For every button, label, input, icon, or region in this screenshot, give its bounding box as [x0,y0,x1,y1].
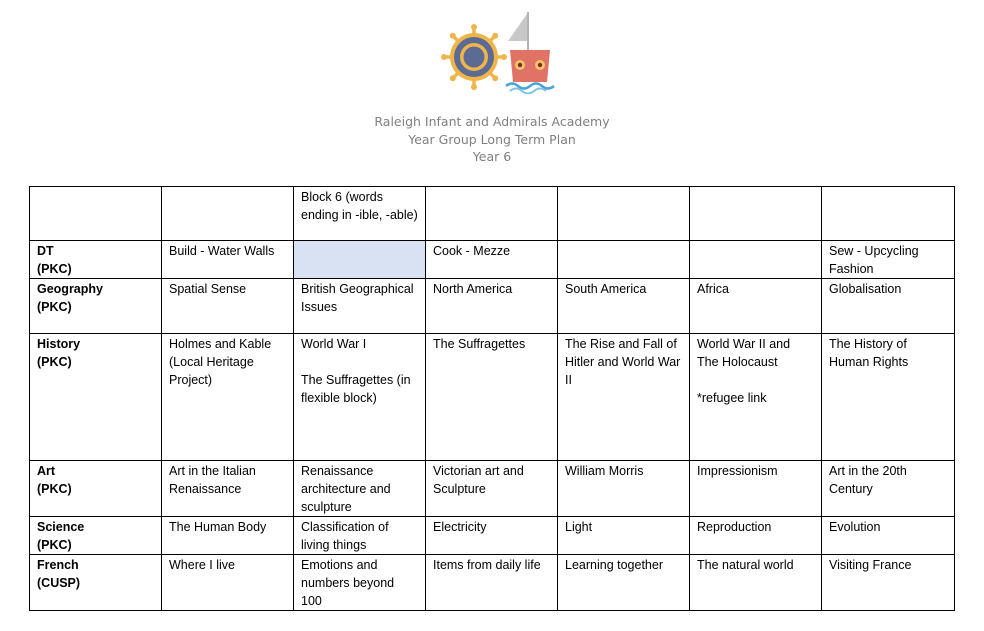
table-cell: Impressionism [690,461,822,517]
ship-wheel-icon [441,24,507,90]
table-row [30,555,955,611]
table-cell: Light [558,517,690,555]
page-header [0,113,984,166]
table-cell: Visiting France [822,555,955,611]
table-cell: Learning together [558,555,690,611]
table-cell: The Human Body [162,517,294,555]
table-row [30,241,955,279]
table-row [30,461,955,517]
subject-label: History (PKC) [30,334,162,461]
subject-label: Art (PKC) [30,461,162,517]
table-cell: Build - Water Walls [162,241,294,279]
table-cell: William Morris [558,461,690,517]
table-cell: World War I The Suffragettes (in flexible block) [294,334,426,461]
table-cell: Items from daily life [426,555,558,611]
table-cell [30,187,162,241]
table-cell: Reproduction [690,517,822,555]
table-cell: The natural world [690,555,822,611]
table-cell: Globalisation [822,279,955,334]
subject-label: DT (PKC) [30,241,162,279]
table-cell [558,241,690,279]
table-cell: Classification of living things [294,517,426,555]
table-cell: World War II and The Holocaust *refugee link [690,334,822,461]
table-cell: Sew - Upcycling Fashion [822,241,955,279]
table-row [30,334,955,461]
academy-logo [440,10,556,94]
subject-label: Science (PKC) [30,517,162,555]
table-cell: The History of Human Rights [822,334,955,461]
table-cell [822,187,955,241]
school-name: Raleigh Infant and Admirals Academy [374,114,610,129]
table-cell: Spatial Sense [162,279,294,334]
table-cell: Electricity [426,517,558,555]
table-cell: Victorian art and Sculpture [426,461,558,517]
table-row [30,279,955,334]
long-term-plan-table [29,186,955,611]
table-cell [426,187,558,241]
table-row [30,187,955,241]
table-cell: Art in the 20th Century [822,461,955,517]
table-row [30,517,955,555]
table-cell [558,187,690,241]
table-cell: Renaissance architecture and sculpture [294,461,426,517]
table-cell [690,241,822,279]
table-cell: The Suffragettes [426,334,558,461]
table-cell: Africa [690,279,822,334]
table-cell: Where I live [162,555,294,611]
table-cell: Block 6 (words ending in -ible, -able) [294,187,426,241]
table-cell: Cook - Mezze [426,241,558,279]
table-cell [162,187,294,241]
boat-icon [506,12,554,94]
subject-label: French (CUSP) [30,555,162,611]
table-cell: British Geographical Issues [294,279,426,334]
table-cell: Emotions and numbers beyond 100 [294,555,426,611]
table-cell [690,187,822,241]
table-cell: North America [426,279,558,334]
table-cell: Holmes and Kable (Local Heritage Project) [162,334,294,461]
table-cell: The Rise and Fall of Hitler and World War II [558,334,690,461]
table-cell: Evolution [822,517,955,555]
subject-label: Geography (PKC) [30,279,162,334]
table-cell: South America [558,279,690,334]
table-cell: Art in the Italian Renaissance [162,461,294,517]
shaded-cell [294,241,426,279]
plan-title: Year Group Long Term Plan [408,131,576,147]
year-label: Year 6 [472,149,512,164]
